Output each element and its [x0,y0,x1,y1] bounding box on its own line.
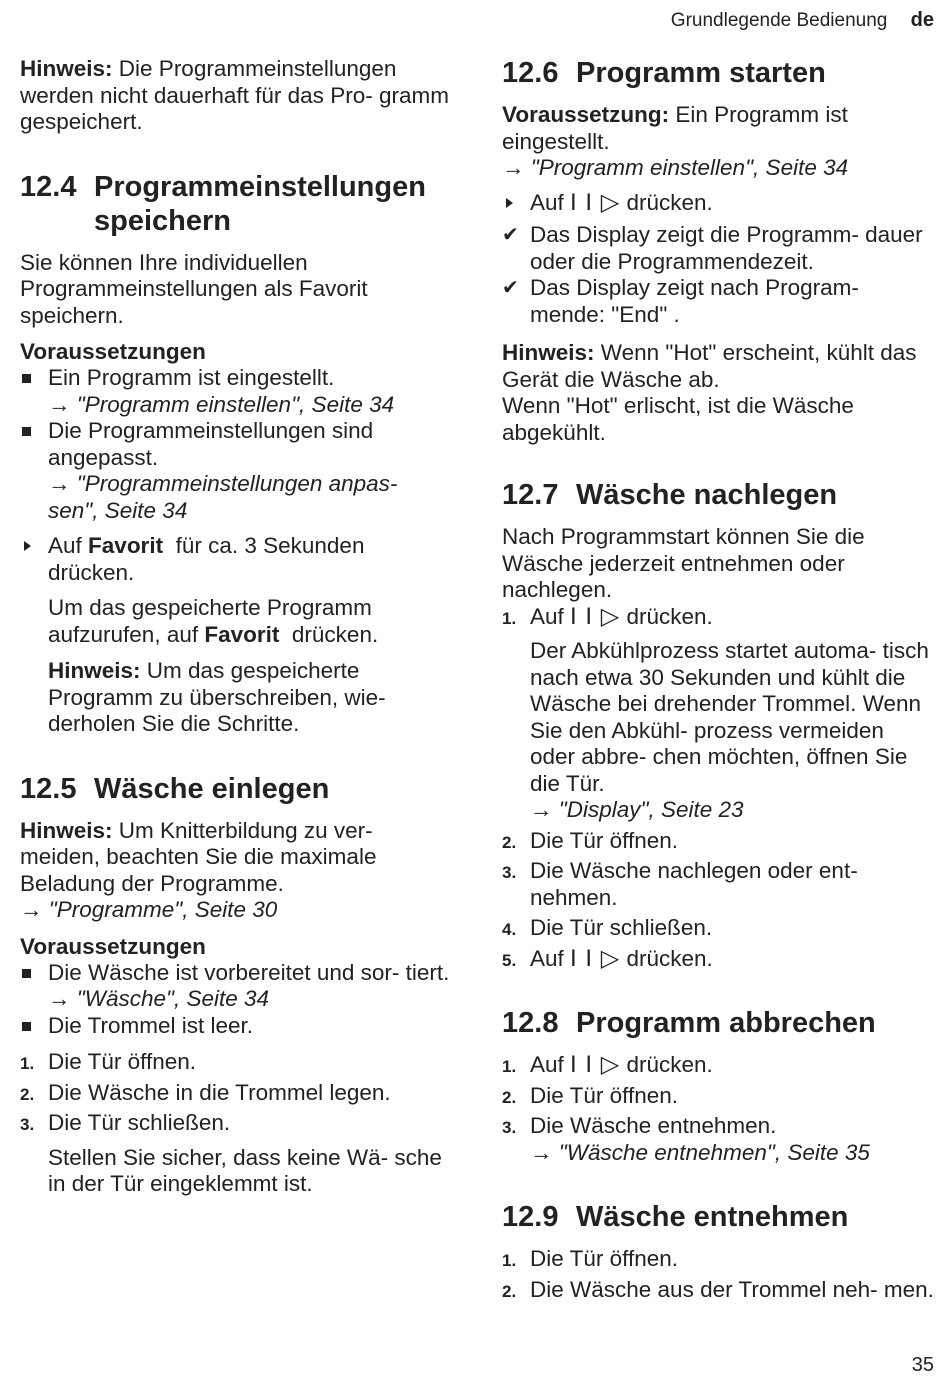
step-text: Die Tür schließen. [48,1110,231,1135]
step-number: 3. [502,1118,517,1137]
hint-label: Hinweis: [20,56,113,81]
hint-hot [502,340,934,446]
prerequisite-item [20,365,450,418]
action-list [502,190,934,329]
prerequisites-list [20,365,450,524]
start-pause-icon: I I ▷ [570,188,621,216]
step-text: Die Wäsche aus der Trommel neh- men. [530,1276,934,1302]
intro-text: Nach Programmstart können Sie die Wäsche jederzeit entnehmen oder nachlegen. [502,524,865,602]
step-number: 3. [20,1115,35,1134]
step-item [502,1277,934,1304]
result-item [502,275,934,328]
hint-label: Hinweis: [502,340,595,365]
cross-reference-link[interactable]: → "Wäsche entnehmen", Seite 35 [530,1139,870,1165]
step-text: Die Tür öffnen. [530,1246,679,1271]
step-text: Auf [530,945,564,971]
step-number: 2. [20,1084,35,1104]
hint-text: Wenn "Hot" erscheint, kühlt das Gerät die Wäsche ab. [502,340,917,392]
cross-reference-link[interactable]: → "Programm einstellen", Seite 34 [502,155,849,180]
note-text: drücken. [291,621,379,647]
result-text: Das Display zeigt die Programm- dauer oder die Programmendezeit. [530,222,923,274]
step-item [502,1246,934,1273]
step-text: Auf [530,189,564,215]
section-title: Programmeinstellungen speichern [94,170,426,237]
section-number: 12.7 [502,479,559,511]
step-note: Stellen Sie sicher, dass keine Wä- sche in der Tür eingeklemmt ist. [48,1144,442,1196]
cross-reference-link[interactable]: → "Wäsche", Seite 34 [48,986,270,1011]
prerequisite [502,102,934,155]
step-text: Auf [48,533,82,558]
step-text: Die Wäsche nachlegen oder ent- nehmen. [530,858,858,910]
step-number: 3. [502,863,517,882]
step-number: 2. [502,832,517,852]
note-text: Um das gespeicherte Programm aufzurufen, auf [48,595,372,647]
steps-list [502,1052,934,1166]
hint-knitter [20,818,450,898]
heading-12-4 [20,170,450,238]
step-item [20,1049,450,1076]
step-note: Der Abkühlprozess startet automa- tisch nach etwa 30 Sekunden und kühlt die Wäsche bei drehender Trommel. Wenn Sie den Abkühl- prozess vermeiden oder abbre- chen möchten, öffnen Sie die Tür. [530,638,929,796]
section-title: Programm abbrechen [576,1007,876,1039]
recall-note [20,595,450,648]
cross-reference-link[interactable]: → "Programme", Seite 30 [20,897,278,922]
start-pause-icon: I I ▷ [570,1051,621,1078]
step-text: drücken. [626,1052,713,1077]
step-text: Die Tür öffnen. [48,1049,197,1074]
section-number: 12.4 [20,170,77,203]
section-number: 12.6 [502,57,559,89]
hint-text: Um das gespeicherte Programm zu überschreiben, wie- derholen Sie die Schritte. [48,658,386,736]
favorit-button-label: Favorit [88,533,164,558]
prerequisite-item: Die Trommel ist leer. [20,1013,450,1040]
step-item [502,1052,934,1079]
start-pause-icon: I I ▷ [570,602,621,630]
heading-12-5 [20,772,450,806]
step-number: 1. [502,1057,517,1076]
step-item [20,1080,450,1107]
step-number: 2. [502,1087,517,1107]
step-text: Die Wäsche entnehmen. [530,1113,777,1138]
steps-list [20,1049,450,1137]
prerequisite-text: Die Programmeinstellungen sind angepasst. [48,418,374,470]
step-number: 1. [502,608,517,628]
step-text: drücken. [626,945,713,971]
prerequisites-heading: Voraussetzungen [20,933,206,959]
step-item [502,1083,934,1110]
right-column [502,56,934,1303]
step-item [502,1113,934,1166]
step-item [20,1110,450,1137]
section-number: 12.8 [502,1007,559,1039]
section-title: Wäsche einlegen [94,772,330,805]
action-list [20,533,450,586]
heading-12-8 [502,1006,934,1040]
prerequisite-text: Die Wäsche ist vorbereitet und sor- tiert. [48,959,450,985]
result-text: Das Display zeigt nach Program- mende: "End" . [530,275,859,327]
step-number: 4. [502,920,517,939]
start-pause-icon: I I ▷ [570,944,621,972]
action-item [20,533,450,586]
step-text: Die Tür öffnen. [530,1082,679,1108]
section-title: Wäsche entnehmen [576,1201,849,1233]
prerequisite-label: Voraussetzung: [502,102,670,127]
step-item [502,946,934,973]
step-text: für ca. 3 Sekunden drücken. [48,533,365,585]
step-item [502,915,934,942]
hint-label: Hinweis: [20,817,113,843]
language-code: de [910,9,934,31]
step-text: Auf [530,603,564,629]
running-header [671,8,934,33]
heading-12-6 [502,56,934,90]
hint-text: Um Knitterbildung zu ver- meiden, beachten Sie die maximale Beladung der Programme. [20,817,377,896]
step-text: Die Wäsche in die Trommel legen. [48,1079,391,1105]
hint-text: Die Programmeinstellungen werden nicht dauerhaft für das Pro- gramm gespeichert. [20,56,449,134]
step-number: 1. [20,1054,35,1073]
intro-text: Sie können Ihre individuellen Programmeinstellungen als Favorit speichern. [20,249,368,328]
prerequisites-list [20,960,450,1040]
prerequisite-text: Ein Programm ist eingestellt. [48,365,335,390]
hint-label: Hinweis: [48,658,141,683]
section-number: 12.9 [502,1201,559,1233]
cross-reference-link[interactable]: → "Display", Seite 23 [530,797,744,822]
step-text: Die Tür öffnen. [530,827,679,853]
step-number: 1. [502,1251,517,1270]
step-text: Auf [530,1052,564,1077]
hint-overwrite [20,658,450,738]
favorit-button-label: Favorit [204,621,280,647]
page-number: 35 [911,1353,934,1376]
step-text: drücken. [626,189,713,215]
prerequisite-item [20,960,450,1013]
heading-12-9 [502,1200,934,1234]
checkmark-icon: ✔ [502,277,519,299]
step-number: 5. [502,950,517,970]
step-item [502,604,934,824]
step-item [502,858,934,911]
left-column [20,56,450,1198]
step-text: drücken. [626,603,713,629]
prerequisite-text: Ein Programm ist eingestellt. [502,102,848,154]
step-item [502,828,934,855]
step-number: 2. [502,1281,517,1301]
cross-reference-link[interactable]: → "Programm einstellen", Seite 34 [48,391,395,417]
section-title: Grundlegende Bedienung [670,10,888,31]
section-number: 12.5 [20,772,77,805]
prerequisites-heading: Voraussetzungen [20,339,206,364]
cross-reference-link[interactable]: → "Programmeinstellungen anpas- sen", Seite 34 [48,471,398,523]
section-title: Programm starten [576,57,826,89]
prerequisite-item [20,418,450,524]
checkmark-icon: ✔ [502,224,519,246]
step-text: Die Tür schließen. [530,915,713,940]
steps-list [502,604,934,973]
section-title: Wäsche nachlegen [576,479,838,511]
hint-text: Wenn "Hot" erlischt, ist die Wäsche abgekühlt. [502,393,854,445]
hint-top [20,56,450,136]
heading-12-7 [502,478,934,512]
action-item [502,190,934,217]
result-item [502,222,934,275]
steps-list [502,1246,934,1303]
